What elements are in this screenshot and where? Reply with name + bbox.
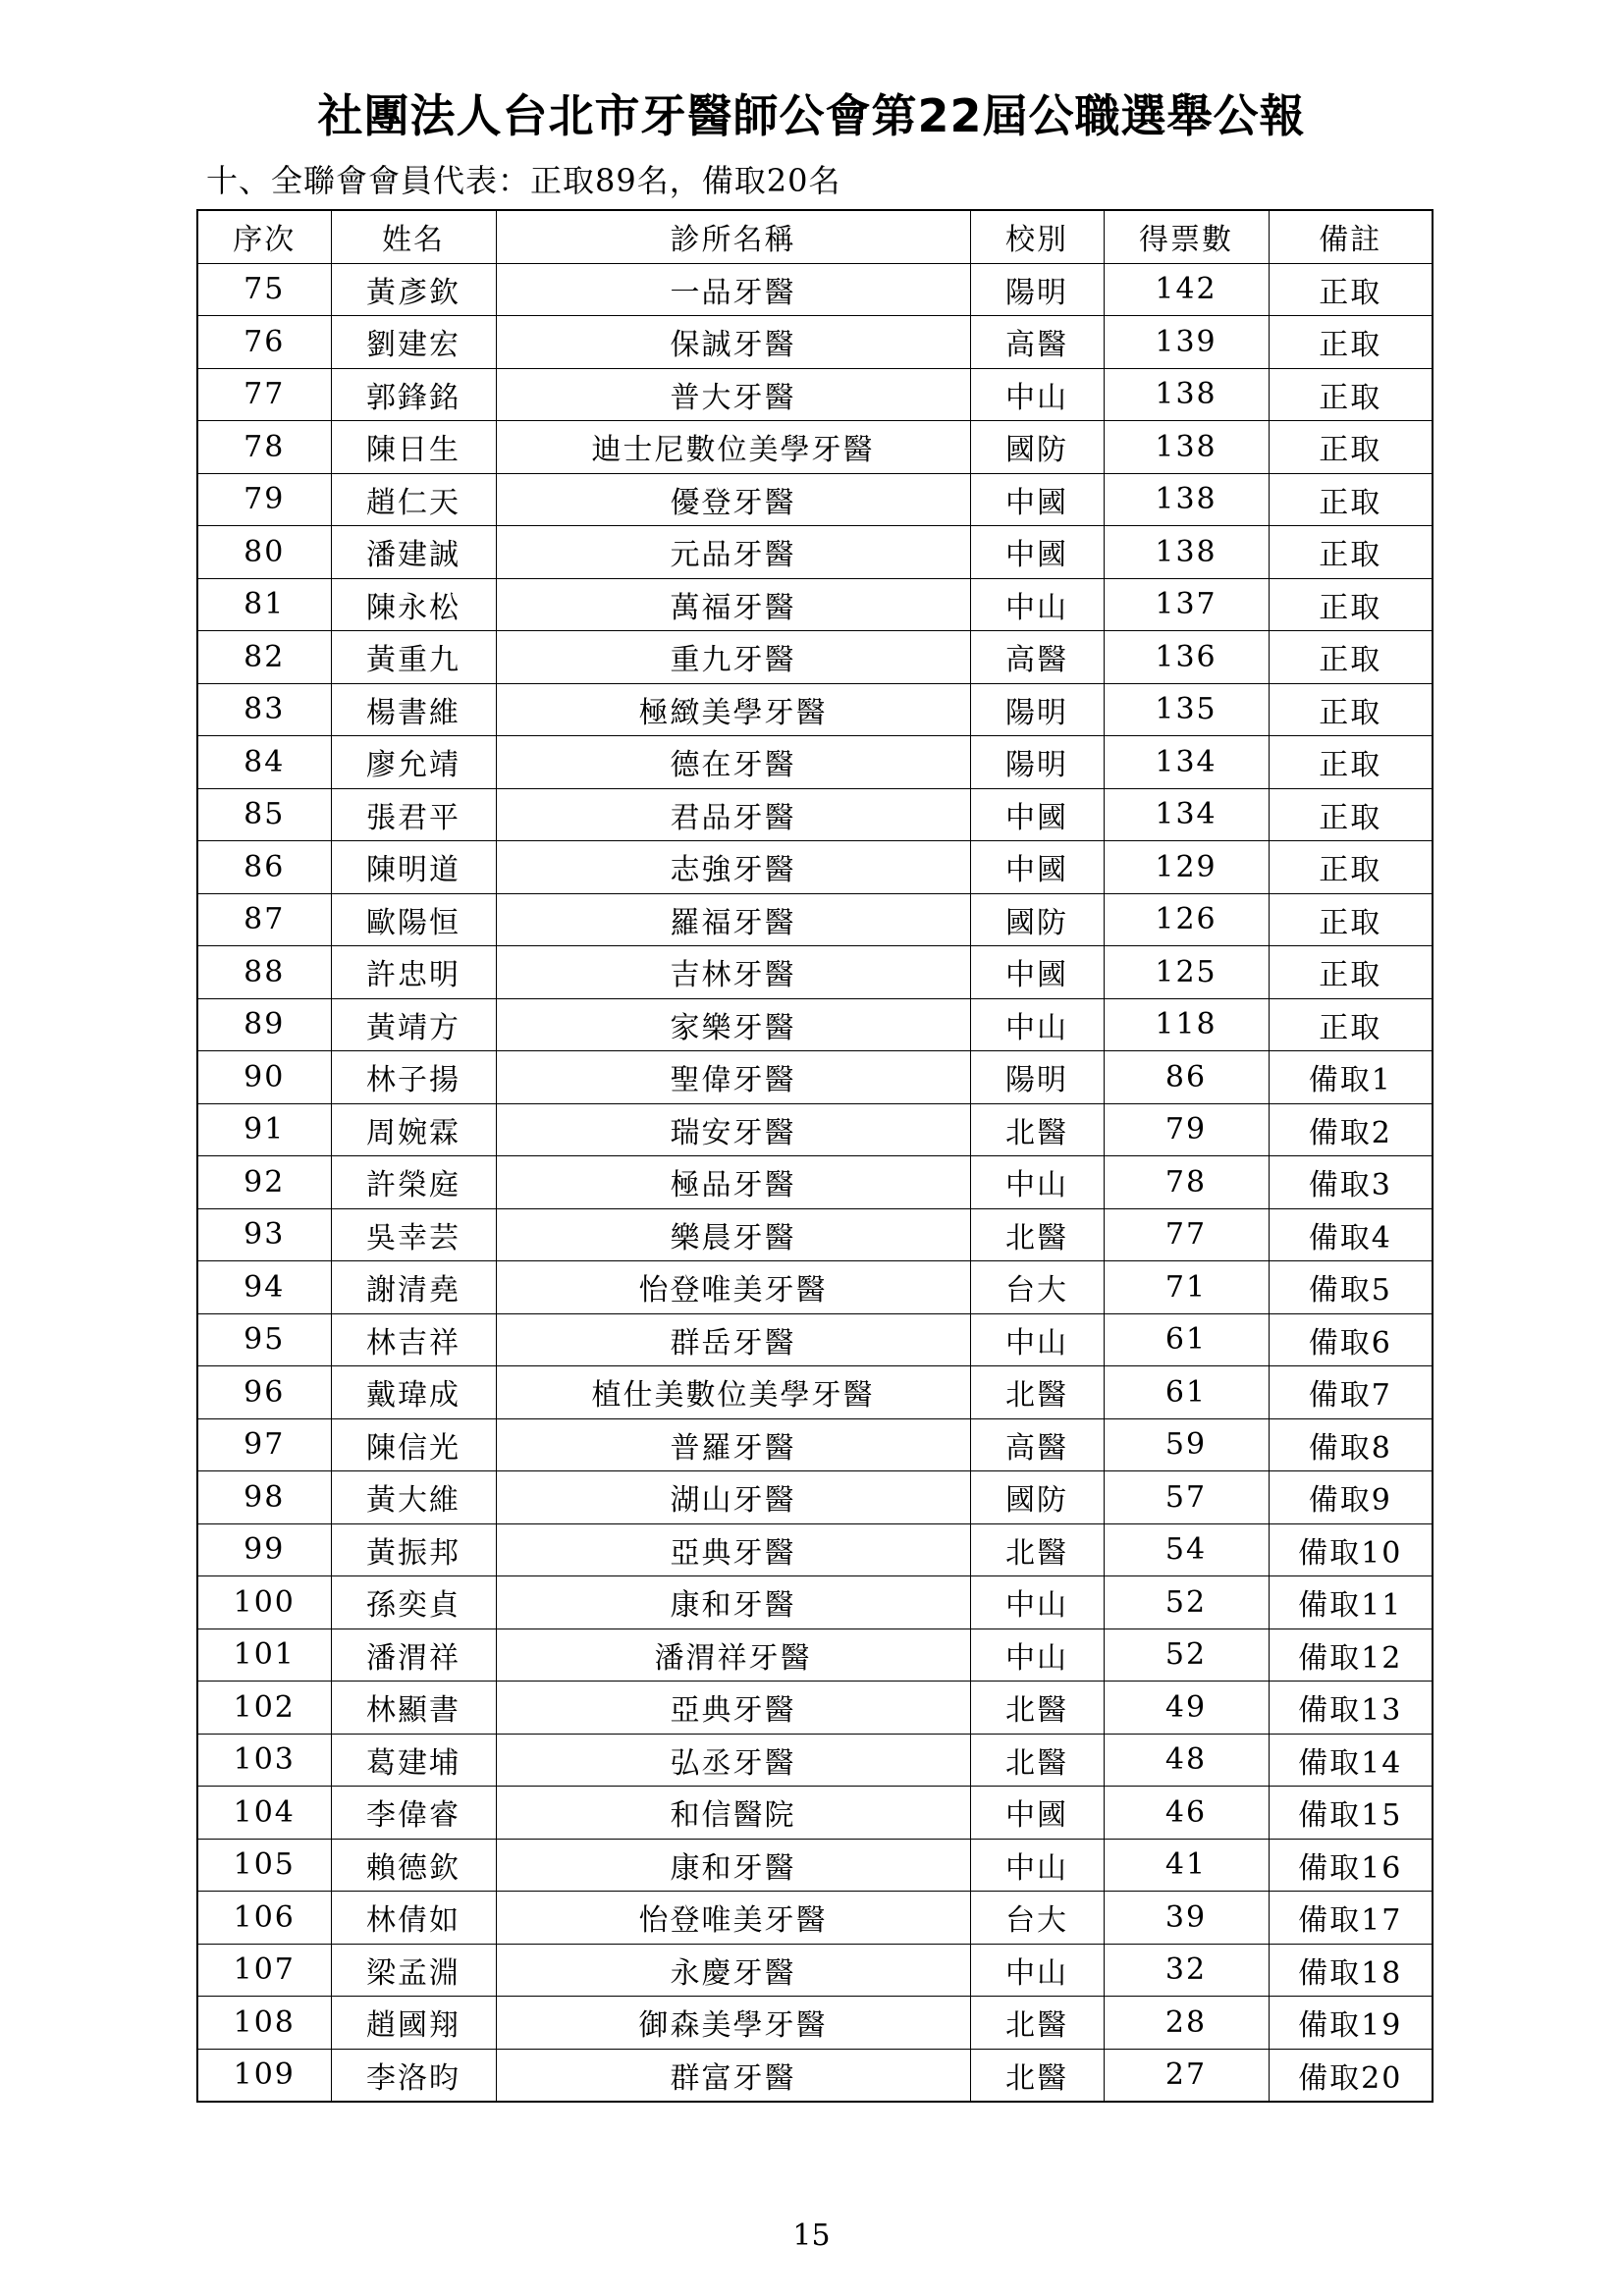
cell-seq: 88	[197, 946, 331, 999]
col-header-seq: 序次	[197, 210, 331, 263]
col-header-school: 校別	[970, 210, 1104, 263]
cell-votes: 138	[1104, 473, 1269, 526]
cell-name: 周婉霖	[331, 1103, 496, 1156]
cell-votes: 52	[1104, 1576, 1269, 1629]
cell-seq: 83	[197, 683, 331, 736]
cell-name: 陳永松	[331, 578, 496, 631]
table-row	[197, 1892, 1433, 1945]
cell-note: 備取2	[1269, 1103, 1433, 1156]
cell-votes: 138	[1104, 368, 1269, 421]
cell-seq: 93	[197, 1208, 331, 1261]
cell-clinic: 普羅牙醫	[496, 1418, 970, 1471]
cell-votes: 134	[1104, 788, 1269, 841]
cell-votes: 71	[1104, 1261, 1269, 1314]
cell-clinic: 怡登唯美牙醫	[496, 1261, 970, 1314]
cell-name: 歐陽恒	[331, 893, 496, 946]
cell-clinic: 瑞安牙醫	[496, 1103, 970, 1156]
cell-note: 備取9	[1269, 1471, 1433, 1524]
cell-clinic: 康和牙醫	[496, 1576, 970, 1629]
cell-name: 趙仁天	[331, 473, 496, 526]
cell-seq: 104	[197, 1787, 331, 1840]
cell-note: 正取	[1269, 683, 1433, 736]
table-row	[197, 1839, 1433, 1892]
cell-school: 北醫	[970, 1208, 1104, 1261]
cell-clinic: 重九牙醫	[496, 631, 970, 684]
cell-name: 黃靖方	[331, 998, 496, 1051]
cell-clinic: 極緻美學牙醫	[496, 683, 970, 736]
cell-seq: 109	[197, 2049, 331, 2102]
cell-note: 正取	[1269, 736, 1433, 789]
cell-school: 中國	[970, 841, 1104, 894]
cell-name: 趙國翔	[331, 1997, 496, 2050]
cell-seq: 78	[197, 421, 331, 474]
cell-votes: 134	[1104, 736, 1269, 789]
table-row	[197, 316, 1433, 369]
table-row	[197, 1156, 1433, 1209]
cell-votes: 137	[1104, 578, 1269, 631]
cell-clinic: 君品牙醫	[496, 788, 970, 841]
cell-clinic: 潘渭祥牙醫	[496, 1629, 970, 1682]
cell-note: 備取11	[1269, 1576, 1433, 1629]
cell-note: 備取15	[1269, 1787, 1433, 1840]
cell-note: 正取	[1269, 263, 1433, 316]
cell-votes: 142	[1104, 263, 1269, 316]
cell-seq: 107	[197, 1944, 331, 1997]
cell-seq: 106	[197, 1892, 331, 1945]
cell-votes: 77	[1104, 1208, 1269, 1261]
cell-note: 正取	[1269, 631, 1433, 684]
cell-name: 潘建誠	[331, 526, 496, 579]
cell-votes: 138	[1104, 526, 1269, 579]
cell-name: 梁孟淵	[331, 1944, 496, 1997]
cell-seq: 85	[197, 788, 331, 841]
cell-note: 正取	[1269, 788, 1433, 841]
cell-note: 正取	[1269, 893, 1433, 946]
cell-school: 中國	[970, 946, 1104, 999]
cell-votes: 32	[1104, 1944, 1269, 1997]
cell-clinic: 康和牙醫	[496, 1839, 970, 1892]
cell-note: 備取18	[1269, 1944, 1433, 1997]
cell-name: 郭鋒銘	[331, 368, 496, 421]
cell-name: 謝清堯	[331, 1261, 496, 1314]
cell-school: 中國	[970, 526, 1104, 579]
cell-votes: 139	[1104, 316, 1269, 369]
cell-votes: 129	[1104, 841, 1269, 894]
cell-clinic: 優登牙醫	[496, 473, 970, 526]
table-row	[197, 1576, 1433, 1629]
cell-votes: 78	[1104, 1156, 1269, 1209]
cell-name: 黃彥欽	[331, 263, 496, 316]
table-row	[197, 1261, 1433, 1314]
cell-votes: 126	[1104, 893, 1269, 946]
cell-note: 備取10	[1269, 1523, 1433, 1576]
cell-votes: 48	[1104, 1734, 1269, 1787]
cell-clinic: 群富牙醫	[496, 2049, 970, 2102]
cell-seq: 75	[197, 263, 331, 316]
cell-school: 中山	[970, 1839, 1104, 1892]
cell-note: 備取4	[1269, 1208, 1433, 1261]
cell-clinic: 湖山牙醫	[496, 1471, 970, 1524]
cell-school: 中國	[970, 473, 1104, 526]
cell-seq: 91	[197, 1103, 331, 1156]
cell-seq: 76	[197, 316, 331, 369]
cell-school: 北醫	[970, 1103, 1104, 1156]
cell-clinic: 一品牙醫	[496, 263, 970, 316]
cell-school: 高醫	[970, 1418, 1104, 1471]
cell-school: 中山	[970, 1576, 1104, 1629]
page-title: 社團法人台北市牙醫師公會第22屆公職選舉公報	[317, 89, 1306, 142]
table-row	[197, 263, 1433, 316]
cell-clinic: 羅福牙醫	[496, 893, 970, 946]
cell-name: 葛建埔	[331, 1734, 496, 1787]
cell-clinic: 樂晨牙醫	[496, 1208, 970, 1261]
cell-name: 黃重九	[331, 631, 496, 684]
table-row	[197, 526, 1433, 579]
table-row	[197, 368, 1433, 421]
cell-seq: 82	[197, 631, 331, 684]
cell-name: 黃大維	[331, 1471, 496, 1524]
cell-name: 林子揚	[331, 1051, 496, 1104]
section-title: 十、全聯會會員代表：正取89名，備取20名	[206, 162, 841, 199]
cell-name: 潘渭祥	[331, 1629, 496, 1682]
cell-votes: 138	[1104, 421, 1269, 474]
cell-school: 北醫	[970, 1734, 1104, 1787]
col-header-clinic: 診所名稱	[496, 210, 970, 263]
table-row	[197, 1418, 1433, 1471]
table-row	[197, 1208, 1433, 1261]
cell-votes: 86	[1104, 1051, 1269, 1104]
cell-school: 中山	[970, 578, 1104, 631]
cell-note: 備取5	[1269, 1261, 1433, 1314]
cell-votes: 61	[1104, 1313, 1269, 1366]
cell-name: 林倩如	[331, 1892, 496, 1945]
table-row	[197, 473, 1433, 526]
cell-name: 劉建宏	[331, 316, 496, 369]
cell-school: 國防	[970, 421, 1104, 474]
cell-seq: 84	[197, 736, 331, 789]
cell-name: 陳信光	[331, 1418, 496, 1471]
cell-name: 孫奕貞	[331, 1576, 496, 1629]
cell-school: 陽明	[970, 736, 1104, 789]
cell-school: 北醫	[970, 1523, 1104, 1576]
cell-seq: 94	[197, 1261, 331, 1314]
cell-note: 正取	[1269, 998, 1433, 1051]
cell-note: 備取1	[1269, 1051, 1433, 1104]
cell-seq: 101	[197, 1629, 331, 1682]
cell-clinic: 志強牙醫	[496, 841, 970, 894]
cell-seq: 98	[197, 1471, 331, 1524]
col-header-name: 姓名	[331, 210, 496, 263]
cell-seq: 97	[197, 1418, 331, 1471]
cell-votes: 49	[1104, 1682, 1269, 1735]
cell-seq: 102	[197, 1682, 331, 1735]
cell-note: 備取3	[1269, 1156, 1433, 1209]
cell-school: 中山	[970, 1156, 1104, 1209]
cell-clinic: 御森美學牙醫	[496, 1997, 970, 2050]
cell-clinic: 家樂牙醫	[496, 998, 970, 1051]
cell-clinic: 元品牙醫	[496, 526, 970, 579]
cell-school: 北醫	[970, 2049, 1104, 2102]
cell-seq: 90	[197, 1051, 331, 1104]
table-row	[197, 578, 1433, 631]
cell-clinic: 亞典牙醫	[496, 1682, 970, 1735]
cell-school: 北醫	[970, 1682, 1104, 1735]
cell-school: 高醫	[970, 631, 1104, 684]
cell-name: 陳日生	[331, 421, 496, 474]
cell-clinic: 萬福牙醫	[496, 578, 970, 631]
cell-name: 戴瑋成	[331, 1366, 496, 1419]
cell-note: 備取7	[1269, 1366, 1433, 1419]
cell-name: 廖允靖	[331, 736, 496, 789]
cell-name: 張君平	[331, 788, 496, 841]
cell-votes: 118	[1104, 998, 1269, 1051]
col-header-votes: 得票數	[1104, 210, 1269, 263]
table-row	[197, 1366, 1433, 1419]
cell-clinic: 弘丞牙醫	[496, 1734, 970, 1787]
cell-note: 備取8	[1269, 1418, 1433, 1471]
cell-school: 陽明	[970, 1051, 1104, 1104]
cell-seq: 86	[197, 841, 331, 894]
table-row	[197, 1682, 1433, 1735]
table-body	[197, 263, 1433, 2102]
col-header-note: 備註	[1269, 210, 1433, 263]
cell-seq: 100	[197, 1576, 331, 1629]
cell-votes: 135	[1104, 683, 1269, 736]
cell-seq: 95	[197, 1313, 331, 1366]
table-header	[197, 210, 1433, 263]
cell-name: 許榮庭	[331, 1156, 496, 1209]
cell-clinic: 迪士尼數位美學牙醫	[496, 421, 970, 474]
cell-votes: 61	[1104, 1366, 1269, 1419]
cell-clinic: 植仕美數位美學牙醫	[496, 1366, 970, 1419]
cell-note: 備取16	[1269, 1839, 1433, 1892]
cell-clinic: 怡登唯美牙醫	[496, 1892, 970, 1945]
table-row	[197, 788, 1433, 841]
cell-clinic: 德在牙醫	[496, 736, 970, 789]
table-row	[197, 998, 1433, 1051]
cell-name: 李偉睿	[331, 1787, 496, 1840]
cell-name: 李洛昀	[331, 2049, 496, 2102]
cell-seq: 105	[197, 1839, 331, 1892]
cell-name: 林吉祥	[331, 1313, 496, 1366]
cell-name: 賴德欽	[331, 1839, 496, 1892]
cell-votes: 28	[1104, 1997, 1269, 2050]
cell-seq: 108	[197, 1997, 331, 2050]
cell-clinic: 吉林牙醫	[496, 946, 970, 999]
cell-note: 正取	[1269, 946, 1433, 999]
cell-school: 北醫	[970, 1366, 1104, 1419]
table-row	[197, 1051, 1433, 1104]
cell-name: 陳明道	[331, 841, 496, 894]
table-row	[197, 1523, 1433, 1576]
cell-clinic: 聖偉牙醫	[496, 1051, 970, 1104]
cell-name: 許忠明	[331, 946, 496, 999]
cell-seq: 81	[197, 578, 331, 631]
cell-school: 陽明	[970, 683, 1104, 736]
cell-school: 北醫	[970, 1997, 1104, 2050]
table-row	[197, 1313, 1433, 1366]
cell-school: 台大	[970, 1892, 1104, 1945]
cell-name: 楊書維	[331, 683, 496, 736]
cell-seq: 79	[197, 473, 331, 526]
cell-note: 正取	[1269, 316, 1433, 369]
cell-seq: 92	[197, 1156, 331, 1209]
cell-votes: 54	[1104, 1523, 1269, 1576]
cell-seq: 96	[197, 1366, 331, 1419]
cell-clinic: 極品牙醫	[496, 1156, 970, 1209]
cell-clinic: 普大牙醫	[496, 368, 970, 421]
cell-seq: 99	[197, 1523, 331, 1576]
table-row	[197, 1734, 1433, 1787]
cell-votes: 57	[1104, 1471, 1269, 1524]
cell-note: 正取	[1269, 421, 1433, 474]
cell-votes: 46	[1104, 1787, 1269, 1840]
cell-school: 陽明	[970, 263, 1104, 316]
cell-votes: 41	[1104, 1839, 1269, 1892]
cell-note: 正取	[1269, 473, 1433, 526]
cell-note: 備取12	[1269, 1629, 1433, 1682]
table-row	[197, 946, 1433, 999]
cell-votes: 27	[1104, 2049, 1269, 2102]
cell-school: 中山	[970, 998, 1104, 1051]
cell-votes: 52	[1104, 1629, 1269, 1682]
cell-votes: 79	[1104, 1103, 1269, 1156]
table-row	[197, 1629, 1433, 1682]
cell-school: 中山	[970, 368, 1104, 421]
cell-name: 吳幸芸	[331, 1208, 496, 1261]
table-row	[197, 1944, 1433, 1997]
table-row	[197, 1103, 1433, 1156]
cell-seq: 77	[197, 368, 331, 421]
results-table	[196, 209, 1434, 2103]
cell-note: 正取	[1269, 841, 1433, 894]
table-row	[197, 893, 1433, 946]
table-row	[197, 736, 1433, 789]
cell-note: 備取17	[1269, 1892, 1433, 1945]
cell-school: 國防	[970, 893, 1104, 946]
table-row	[197, 841, 1433, 894]
cell-school: 中山	[970, 1629, 1104, 1682]
cell-note: 正取	[1269, 526, 1433, 579]
cell-school: 中國	[970, 1787, 1104, 1840]
page-number: 15	[792, 2218, 831, 2253]
cell-note: 備取6	[1269, 1313, 1433, 1366]
cell-name: 黃振邦	[331, 1523, 496, 1576]
table-row	[197, 421, 1433, 474]
cell-school: 高醫	[970, 316, 1104, 369]
cell-votes: 39	[1104, 1892, 1269, 1945]
table-row	[197, 1997, 1433, 2050]
cell-note: 備取13	[1269, 1682, 1433, 1735]
table-row	[197, 683, 1433, 736]
cell-note: 備取19	[1269, 1997, 1433, 2050]
cell-clinic: 永慶牙醫	[496, 1944, 970, 1997]
cell-votes: 136	[1104, 631, 1269, 684]
cell-votes: 59	[1104, 1418, 1269, 1471]
table-row	[197, 1787, 1433, 1840]
cell-school: 中山	[970, 1944, 1104, 1997]
table-row	[197, 2049, 1433, 2102]
cell-seq: 103	[197, 1734, 331, 1787]
cell-school: 台大	[970, 1261, 1104, 1314]
cell-votes: 125	[1104, 946, 1269, 999]
cell-school: 國防	[970, 1471, 1104, 1524]
cell-school: 中山	[970, 1313, 1104, 1366]
cell-note: 備取14	[1269, 1734, 1433, 1787]
header-row	[197, 210, 1433, 263]
cell-school: 中國	[970, 788, 1104, 841]
cell-clinic: 亞典牙醫	[496, 1523, 970, 1576]
cell-note: 正取	[1269, 578, 1433, 631]
cell-seq: 89	[197, 998, 331, 1051]
cell-clinic: 和信醫院	[496, 1787, 970, 1840]
cell-clinic: 群岳牙醫	[496, 1313, 970, 1366]
cell-name: 林顯書	[331, 1682, 496, 1735]
cell-seq: 87	[197, 893, 331, 946]
table-row	[197, 1471, 1433, 1524]
cell-clinic: 保誠牙醫	[496, 316, 970, 369]
cell-note: 正取	[1269, 368, 1433, 421]
cell-note: 備取20	[1269, 2049, 1433, 2102]
cell-seq: 80	[197, 526, 331, 579]
table-row	[197, 631, 1433, 684]
